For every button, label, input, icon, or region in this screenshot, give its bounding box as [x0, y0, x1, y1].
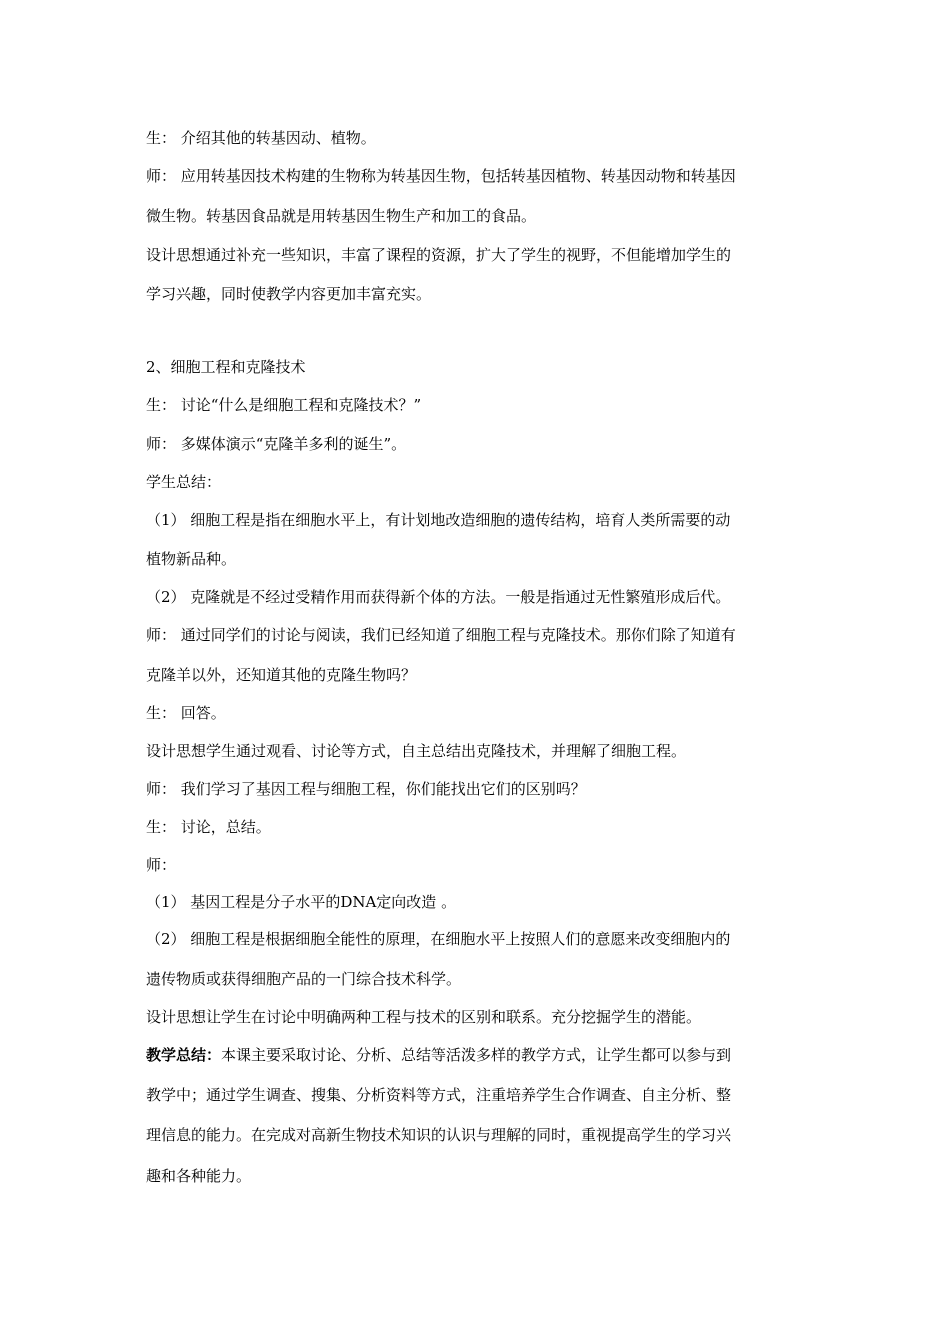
paragraph-line: 植物新品种。	[146, 550, 237, 568]
paragraph-line: （1） 细胞工程是指在细胞水平上，有计划地改造细胞的遗传结构，培育人类所需要的动	[146, 511, 731, 529]
paragraph-line: 师：	[146, 856, 177, 874]
paragraph-line: 师： 我们学习了基因工程与细胞工程，你们能找出它们的区别吗？	[146, 780, 586, 798]
paragraph-line: 生： 介绍其他的转基因动、植物。	[146, 129, 376, 147]
summary-text: 本课主要采取讨论、分析、总结等活泼多样的教学方式，让学生都可以参与到	[221, 1046, 732, 1064]
summary-line: 理信息的能力。在完成对高新生物技术知识的认识与理解的同时，重视提高学生的学习兴	[146, 1126, 732, 1144]
paragraph-line: 师： 应用转基因技术构建的生物称为转基因生物，包括转基因植物、转基因动物和转基因	[146, 167, 736, 185]
summary-line: 趣和各种能力。	[146, 1167, 252, 1185]
summary-label: 教学总结：	[146, 1046, 222, 1064]
section-heading: 2、细胞工程和克隆技术	[146, 358, 306, 376]
summary-line: 教学中；通过学生调查、搜集、分析资料等方式，注重培养学生合作调查、自主分析、整	[146, 1086, 732, 1104]
paragraph-line: （1） 基因工程是分子水平的DNA定向改造 。	[146, 893, 457, 911]
paragraph-line: （2） 细胞工程是根据细胞全能性的原理，在细胞水平上按照人们的意愿来改变细胞内的	[146, 930, 731, 948]
paragraph-line: 学习兴趣，同时使教学内容更加丰富充实。	[146, 285, 432, 303]
paragraph-line: 遗传物质或获得细胞产品的一门综合技术科学。	[146, 970, 462, 988]
paragraph-line: 学生总结：	[146, 473, 222, 491]
paragraph-line: 微生物。转基因食品就是用转基因生物生产和加工的食品。	[146, 207, 537, 225]
paragraph-line: 师： 通过同学们的讨论与阅读，我们已经知道了细胞工程与克隆技术。那你们除了知道有	[146, 626, 736, 644]
paragraph-line: 克隆羊以外，还知道其他的克隆生物吗？	[146, 666, 417, 684]
paragraph-line: 生： 讨论，总结。	[146, 818, 271, 836]
paragraph-line: 设计思想学生通过观看、讨论等方式，自主总结出克隆技术，并理解了细胞工程。	[146, 742, 687, 760]
paragraph-line: 生： 回答。	[146, 704, 226, 722]
paragraph-line: （2） 克隆就是不经过受精作用而获得新个体的方法。一般是指通过无性繁殖形成后代。	[146, 588, 731, 606]
paragraph-line: 生： 讨论“什么是细胞工程和克隆技术？”	[146, 396, 422, 414]
paragraph-line: 设计思想让学生在讨论中明确两种工程与技术的区别和联系。充分挖掘学生的潜能。	[146, 1008, 702, 1026]
summary-line	[146, 1045, 816, 1065]
paragraph-line: 设计思想通过补充一些知识，丰富了课程的资源，扩大了学生的视野，不但能增加学生的	[146, 246, 732, 264]
paragraph-line: 师： 多媒体演示“克隆羊多利的诞生”。	[146, 435, 407, 453]
